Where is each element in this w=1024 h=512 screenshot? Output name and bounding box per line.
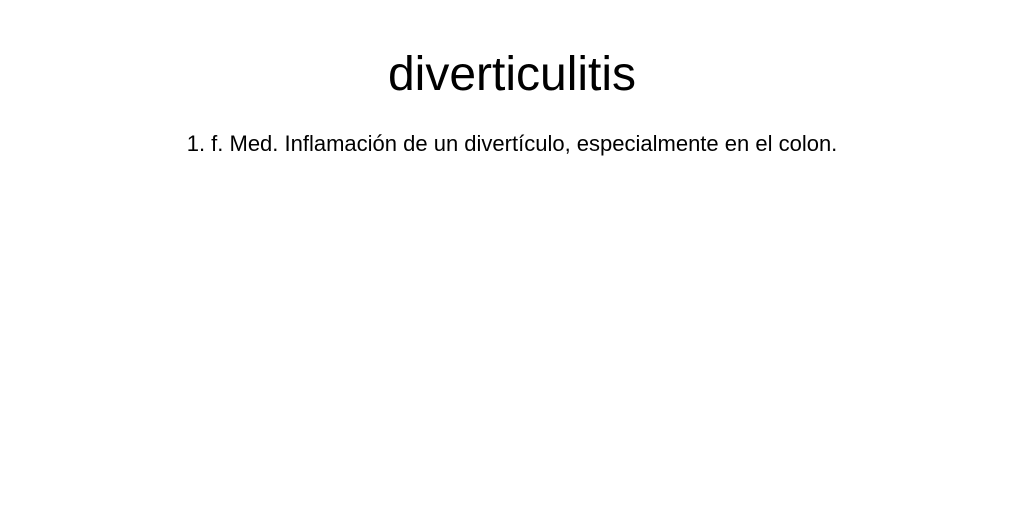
headword-title: diverticulitis xyxy=(387,48,637,101)
dictionary-entry xyxy=(0,0,1024,157)
definition-text: 1. f. Med. Inflamación de un divertículo, especialmente en el colon. xyxy=(186,131,838,156)
